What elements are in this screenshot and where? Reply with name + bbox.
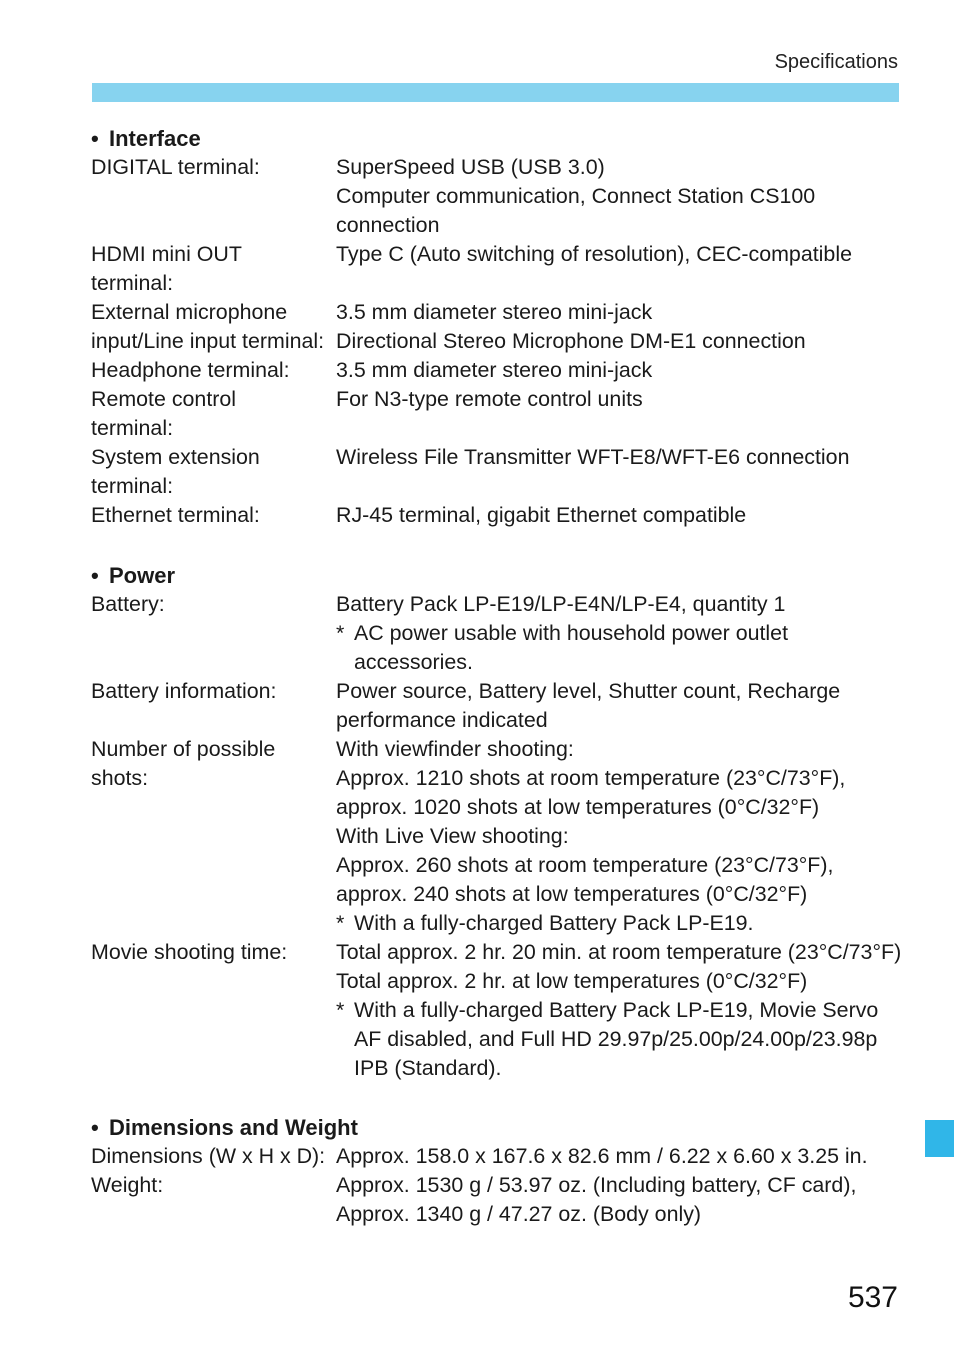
spec-row (91, 1171, 903, 1229)
spec-value: SuperSpeed USB (USB 3.0) (336, 155, 605, 179)
spec-values (336, 1171, 903, 1229)
spec-values (336, 677, 903, 735)
spec-value: Directional Stereo Microphone DM-E1 connection (336, 329, 806, 353)
spec-values (336, 443, 903, 501)
section-title (91, 1113, 903, 1142)
spec-values (336, 735, 903, 938)
section-title (91, 124, 903, 153)
spec-rows (91, 153, 903, 530)
spec-values (336, 356, 903, 385)
section-power (91, 561, 903, 1083)
spec-row (91, 735, 903, 938)
running-header: Specifications (774, 51, 898, 73)
spec-label: Remote control terminal: (91, 387, 237, 440)
spec-footnote (336, 996, 903, 1083)
spec-value: Type C (Auto switching of resolution), CEC-compatible (336, 242, 852, 266)
spec-value: Approx. 1340 g / 47.27 oz. (Body only) (336, 1202, 702, 1226)
section-title-text: Interface (109, 126, 201, 151)
spec-rows (91, 1142, 903, 1229)
section-title-text: Dimensions and Weight (109, 1115, 358, 1140)
section-title-text: Power (109, 563, 176, 588)
spec-label: External microphone input/Line input terminal: (91, 300, 325, 353)
footnote-text: With a fully-charged Battery Pack LP-E19, Movie Servo AF disabled, and Full HD 29.97p/25.00p/24.00p/23.98p IPB (Standard). (354, 998, 879, 1080)
spec-values (336, 298, 903, 356)
spec-row (91, 938, 903, 1083)
spec-value: performance indicated (336, 708, 548, 732)
spec-value: Approx. 1530 g / 53.97 oz. (Including battery, CF card), (336, 1173, 857, 1197)
section-interface (91, 124, 903, 530)
spec-values (336, 590, 903, 677)
spec-values (336, 153, 903, 240)
spec-value: approx. 240 shots at low temperatures (0°C/32°F) (336, 882, 808, 906)
spec-values (336, 1142, 903, 1171)
spec-value: Approx. 260 shots at room temperature (23°C/73°F), (336, 853, 834, 877)
spec-label: Number of possible shots: (91, 737, 276, 790)
spec-row (91, 385, 903, 443)
spec-footnote (336, 619, 903, 677)
spec-value: Approx. 158.0 x 167.6 x 82.6 mm / 6.22 x 6.60 x 3.25 in. (336, 1144, 868, 1168)
spec-value: Total approx. 2 hr. at low temperatures (0°C/32°F) (336, 969, 808, 993)
asterisk-icon: * (336, 911, 345, 935)
chapter-tab-marker (925, 1120, 954, 1157)
spec-value: Battery Pack LP-E19/LP-E4N/LP-E4, quantity 1 (336, 592, 786, 616)
spec-label: Headphone terminal: (91, 358, 290, 382)
spec-value: 3.5 mm diameter stereo mini-jack (336, 358, 653, 382)
spec-value: With Live View shooting: (336, 824, 569, 848)
footnote-text: With a fully-charged Battery Pack LP-E19. (354, 911, 754, 935)
spec-row (91, 153, 903, 240)
section-title (91, 561, 903, 590)
asterisk-icon: * (336, 998, 345, 1022)
bullet-icon: • (91, 563, 99, 588)
spec-row (91, 501, 903, 530)
spec-value: approx. 1020 shots at low temperatures (0°C/32°F) (336, 795, 820, 819)
bullet-icon: • (91, 1115, 99, 1140)
spec-label: HDMI mini OUT terminal: (91, 242, 242, 295)
spec-value: Power source, Battery level, Shutter count, Recharge (336, 679, 841, 703)
spec-label: Battery: (91, 592, 165, 616)
bullet-icon: • (91, 126, 99, 151)
spec-label: Weight: (91, 1173, 164, 1197)
spec-values (336, 501, 903, 530)
spec-row (91, 590, 903, 677)
spec-value: Wireless File Transmitter WFT-E8/WFT-E6 connection (336, 445, 850, 469)
spec-label: DIGITAL terminal: (91, 155, 260, 179)
spec-values (336, 938, 903, 1083)
spec-label: Battery information: (91, 679, 277, 703)
spec-label: Ethernet terminal: (91, 503, 260, 527)
spec-footnote (336, 909, 903, 938)
spec-value: connection (336, 213, 440, 237)
section-dimensions-weight (91, 1113, 903, 1229)
spec-value: For N3-type remote control units (336, 387, 643, 411)
header-bar (92, 83, 899, 102)
spec-value: Total approx. 2 hr. 20 min. at room temperature (23°C/73°F) (336, 940, 902, 964)
footnote-text: AC power usable with household power outlet accessories. (354, 621, 789, 674)
spec-value: RJ-45 terminal, gigabit Ethernet compatible (336, 503, 747, 527)
spec-value: Computer communication, Connect Station CS100 (336, 184, 816, 208)
spec-row (91, 443, 903, 501)
spec-values (336, 385, 903, 443)
spec-label: Movie shooting time: (91, 940, 288, 964)
spec-value: With viewfinder shooting: (336, 737, 574, 761)
spec-rows (91, 590, 903, 1083)
spec-row (91, 1142, 903, 1171)
spec-value: Approx. 1210 shots at room temperature (23°C/73°F), (336, 766, 846, 790)
spec-row (91, 677, 903, 735)
spec-row (91, 356, 903, 385)
spec-row (91, 240, 903, 298)
page-number: 537 (847, 1281, 898, 1314)
spec-value: 3.5 mm diameter stereo mini-jack (336, 300, 653, 324)
spec-values (336, 240, 903, 298)
spec-row (91, 298, 903, 356)
asterisk-icon: * (336, 621, 345, 645)
spec-label: Dimensions (W x H x D): (91, 1144, 326, 1168)
spec-label: System extension terminal: (91, 445, 260, 498)
